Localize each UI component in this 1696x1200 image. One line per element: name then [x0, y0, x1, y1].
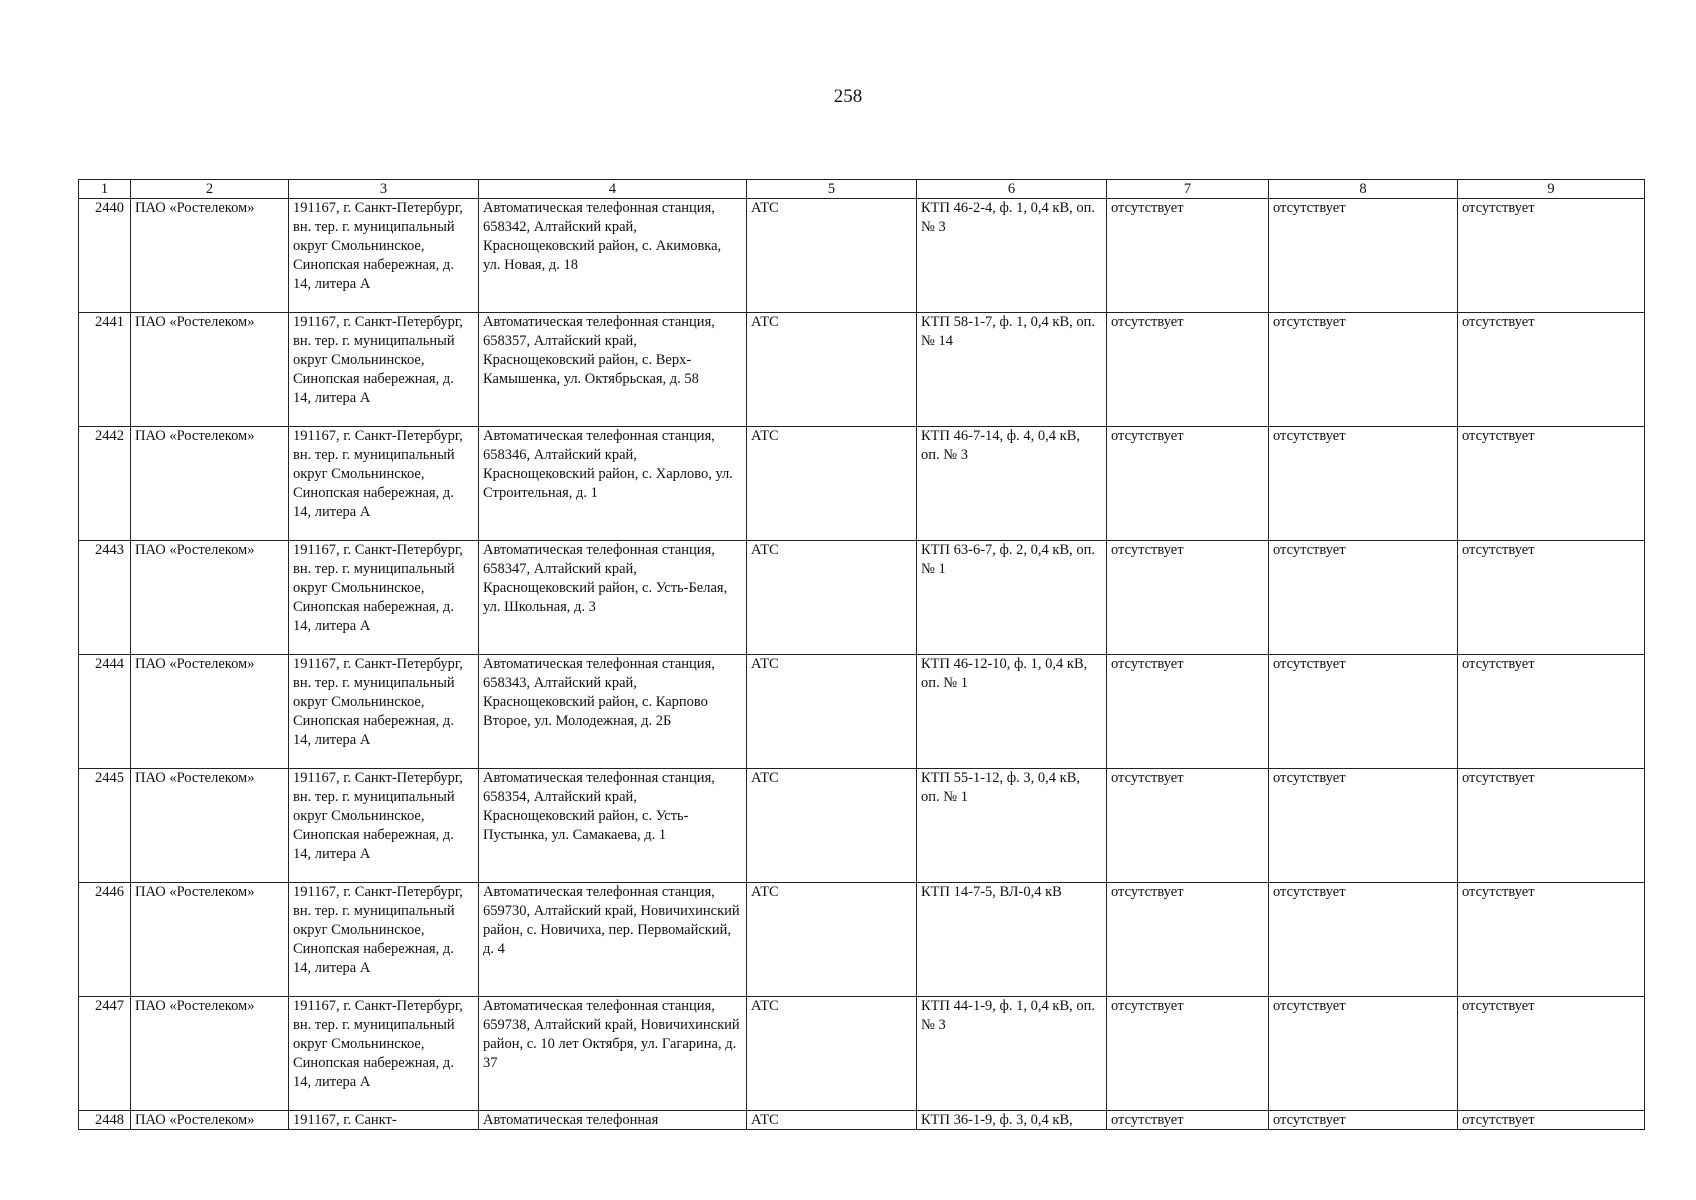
- col9-cell: отсутствует: [1458, 427, 1645, 541]
- table-row: [79, 541, 1645, 655]
- type-cell: АТС: [747, 769, 917, 883]
- owner-address-cell: 191167, г. Санкт-Петербург, вн. тер. г. муниципальный округ Смольнинское, Синопская набережная, д. 14, литера А: [289, 769, 479, 883]
- col8-cell: отсутствует: [1269, 655, 1458, 769]
- type-cell: АТС: [747, 655, 917, 769]
- type-cell: АТС: [747, 199, 917, 313]
- col7-cell: отсутствует: [1107, 883, 1269, 997]
- col7-cell: отсутствует: [1107, 541, 1269, 655]
- type-cell: АТС: [747, 883, 917, 997]
- owner-cell: ПАО «Ростелеком»: [131, 313, 289, 427]
- table-row: [79, 769, 1645, 883]
- owner-cell: ПАО «Ростелеком»: [131, 427, 289, 541]
- row-number: 2446: [79, 883, 131, 997]
- table-row: [79, 427, 1645, 541]
- column-header: 4: [479, 180, 747, 199]
- object-cell: Автоматическая телефонная станция, 658342, Алтайский край, Краснощековский район, с. Акимовка, ул. Новая, д. 18: [479, 199, 747, 313]
- col9-cell: отсутствует: [1458, 769, 1645, 883]
- table-row: [79, 883, 1645, 997]
- col8-cell: отсутствует: [1269, 1111, 1458, 1130]
- owner-address-cell: 191167, г. Санкт-Петербург, вн. тер. г. муниципальный округ Смольнинское, Синопская набережная, д. 14, литера А: [289, 655, 479, 769]
- connection-cell: КТП 46-2-4, ф. 1, 0,4 кВ, оп. № 3: [917, 199, 1107, 313]
- object-cell: Автоматическая телефонная станция, 658347, Алтайский край, Краснощековский район, с. Усть-Белая, ул. Школьная, д. 3: [479, 541, 747, 655]
- table-row: [79, 199, 1645, 313]
- owner-address-cell: 191167, г. Санкт-Петербург, вн. тер. г. муниципальный округ Смольнинское, Синопская набережная, д. 14, литера А: [289, 883, 479, 997]
- column-header: 7: [1107, 180, 1269, 199]
- row-number: 2445: [79, 769, 131, 883]
- connection-cell: КТП 14-7-5, ВЛ-0,4 кВ: [917, 883, 1107, 997]
- registry-table: [78, 179, 1645, 1130]
- col8-cell: отсутствует: [1269, 769, 1458, 883]
- column-header: 1: [79, 180, 131, 199]
- type-cell: АТС: [747, 313, 917, 427]
- owner-address-cell: 191167, г. Санкт-Петербург, вн. тер. г. муниципальный округ Смольнинское, Синопская набережная, д. 14, литера А: [289, 541, 479, 655]
- col7-cell: отсутствует: [1107, 997, 1269, 1111]
- col7-cell: отсутствует: [1107, 313, 1269, 427]
- column-header: 9: [1458, 180, 1645, 199]
- object-cell: Автоматическая телефонная: [479, 1111, 747, 1130]
- connection-cell: КТП 44-1-9, ф. 1, 0,4 кВ, оп. № 3: [917, 997, 1107, 1111]
- page-number: 258: [833, 86, 863, 107]
- owner-cell: ПАО «Ростелеком»: [131, 997, 289, 1111]
- col8-cell: отсутствует: [1269, 883, 1458, 997]
- owner-cell: ПАО «Ростелеком»: [131, 199, 289, 313]
- table-row: [79, 313, 1645, 427]
- table-row: [79, 1111, 1645, 1130]
- col7-cell: отсутствует: [1107, 769, 1269, 883]
- col9-cell: отсутствует: [1458, 199, 1645, 313]
- col7-cell: отсутствует: [1107, 199, 1269, 313]
- connection-cell: КТП 46-12-10, ф. 1, 0,4 кВ, оп. № 1: [917, 655, 1107, 769]
- col7-cell: отсутствует: [1107, 1111, 1269, 1130]
- row-number: 2444: [79, 655, 131, 769]
- owner-address-cell: 191167, г. Санкт-Петербург, вн. тер. г. муниципальный округ Смольнинское, Синопская набережная, д. 14, литера А: [289, 997, 479, 1111]
- connection-cell: КТП 46-7-14, ф. 4, 0,4 кВ, оп. № 3: [917, 427, 1107, 541]
- owner-address-cell: 191167, г. Санкт-Петербург, вн. тер. г. муниципальный округ Смольнинское, Синопская набережная, д. 14, литера А: [289, 199, 479, 313]
- row-number: 2448: [79, 1111, 131, 1130]
- type-cell: АТС: [747, 541, 917, 655]
- row-number: 2443: [79, 541, 131, 655]
- table-header: [79, 180, 1645, 199]
- column-header: 3: [289, 180, 479, 199]
- table-row: [79, 997, 1645, 1111]
- column-header: 2: [131, 180, 289, 199]
- owner-address-cell: 191167, г. Санкт-Петербург, вн. тер. г. муниципальный округ Смольнинское, Синопская набережная, д. 14, литера А: [289, 313, 479, 427]
- row-number: 2447: [79, 997, 131, 1111]
- type-cell: АТС: [747, 427, 917, 541]
- column-header: 5: [747, 180, 917, 199]
- row-number: 2440: [79, 199, 131, 313]
- type-cell: АТС: [747, 997, 917, 1111]
- owner-cell: ПАО «Ростелеком»: [131, 655, 289, 769]
- col8-cell: отсутствует: [1269, 541, 1458, 655]
- row-number: 2441: [79, 313, 131, 427]
- object-cell: Автоматическая телефонная станция, 658354, Алтайский край, Краснощековский район, с. Усть-Пустынка, ул. Самакаева, д. 1: [479, 769, 747, 883]
- col7-cell: отсутствует: [1107, 655, 1269, 769]
- owner-cell: ПАО «Ростелеком»: [131, 883, 289, 997]
- col7-cell: отсутствует: [1107, 427, 1269, 541]
- owner-address-cell: 191167, г. Санкт-: [289, 1111, 479, 1130]
- col8-cell: отсутствует: [1269, 427, 1458, 541]
- table-body: [79, 199, 1645, 1130]
- owner-address-cell: 191167, г. Санкт-Петербург, вн. тер. г. муниципальный округ Смольнинское, Синопская набережная, д. 14, литера А: [289, 427, 479, 541]
- col9-cell: отсутствует: [1458, 997, 1645, 1111]
- col8-cell: отсутствует: [1269, 313, 1458, 427]
- col9-cell: отсутствует: [1458, 541, 1645, 655]
- row-number: 2442: [79, 427, 131, 541]
- table-row: [79, 655, 1645, 769]
- object-cell: Автоматическая телефонная станция, 659730, Алтайский край, Новичихинский район, с. Новичиха, пер. Первомайский, д. 4: [479, 883, 747, 997]
- owner-cell: ПАО «Ростелеком»: [131, 541, 289, 655]
- connection-cell: КТП 36-1-9, ф. 3, 0,4 кВ,: [917, 1111, 1107, 1130]
- col9-cell: отсутствует: [1458, 883, 1645, 997]
- object-cell: Автоматическая телефонная станция, 658343, Алтайский край, Краснощековский район, с. Карпово Второе, ул. Молодежная, д. 2Б: [479, 655, 747, 769]
- owner-cell: ПАО «Ростелеком»: [131, 1111, 289, 1130]
- connection-cell: КТП 55-1-12, ф. 3, 0,4 кВ, оп. № 1: [917, 769, 1107, 883]
- object-cell: Автоматическая телефонная станция, 659738, Алтайский край, Новичихинский район, с. 10 лет Октября, ул. Гагарина, д. 37: [479, 997, 747, 1111]
- connection-cell: КТП 58-1-7, ф. 1, 0,4 кВ, оп. № 14: [917, 313, 1107, 427]
- col9-cell: отсутствует: [1458, 313, 1645, 427]
- type-cell: АТС: [747, 1111, 917, 1130]
- object-cell: Автоматическая телефонная станция, 658346, Алтайский край, Краснощековский район, с. Харлово, ул. Строительная, д. 1: [479, 427, 747, 541]
- column-header: 6: [917, 180, 1107, 199]
- col9-cell: отсутствует: [1458, 655, 1645, 769]
- col8-cell: отсутствует: [1269, 199, 1458, 313]
- owner-cell: ПАО «Ростелеком»: [131, 769, 289, 883]
- column-header: 8: [1269, 180, 1458, 199]
- object-cell: Автоматическая телефонная станция, 658357, Алтайский край, Краснощековский район, с. Верх-Камышенка, ул. Октябрьская, д. 58: [479, 313, 747, 427]
- col8-cell: отсутствует: [1269, 997, 1458, 1111]
- connection-cell: КТП 63-6-7, ф. 2, 0,4 кВ, оп. № 1: [917, 541, 1107, 655]
- col9-cell: отсутствует: [1458, 1111, 1645, 1130]
- header-row: [79, 180, 1645, 199]
